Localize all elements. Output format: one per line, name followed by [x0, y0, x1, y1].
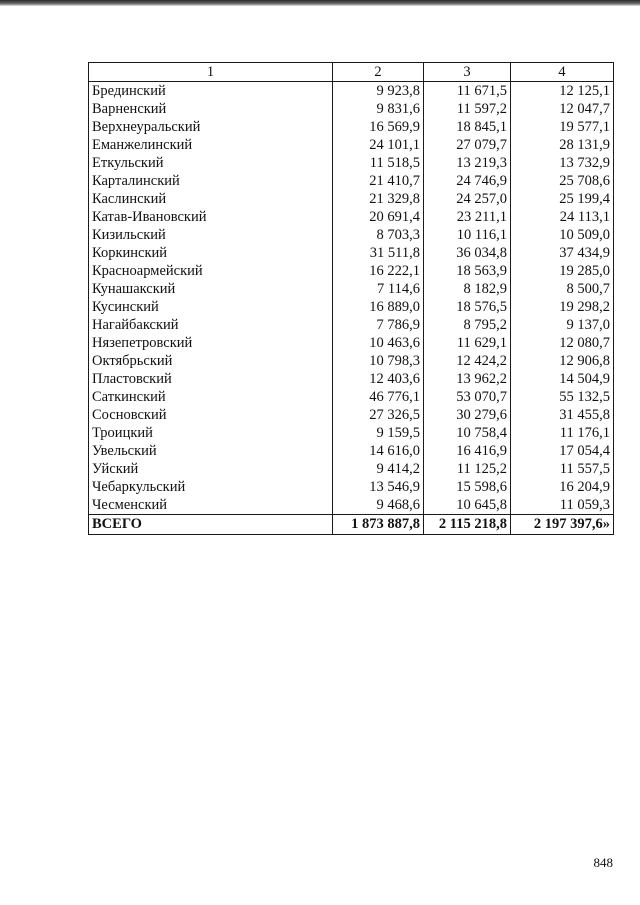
value-col-3: 10 758,4	[424, 424, 511, 442]
table-row	[89, 442, 614, 460]
district-name: Увельский	[89, 442, 333, 460]
value-col-3: 8 182,9	[424, 280, 511, 298]
table-row	[89, 316, 614, 334]
table-row	[89, 172, 614, 190]
table-body	[89, 82, 614, 515]
value-col-4: 12 906,8	[511, 352, 614, 370]
value-col-4: 12 125,1	[511, 82, 614, 101]
value-col-3: 13 219,3	[424, 154, 511, 172]
value-col-4: 19 285,0	[511, 262, 614, 280]
value-col-3: 18 563,9	[424, 262, 511, 280]
value-col-4: 24 113,1	[511, 208, 614, 226]
value-col-2: 14 616,0	[333, 442, 424, 460]
value-col-2: 20 691,4	[333, 208, 424, 226]
value-col-2: 24 101,1	[333, 136, 424, 154]
district-name: Уйский	[89, 460, 333, 478]
value-col-2: 21 329,8	[333, 190, 424, 208]
table-row	[89, 154, 614, 172]
value-col-3: 11 629,1	[424, 334, 511, 352]
value-col-2: 21 410,7	[333, 172, 424, 190]
table-row	[89, 478, 614, 496]
value-col-2: 46 776,1	[333, 388, 424, 406]
table-row	[89, 352, 614, 370]
value-col-3: 13 962,2	[424, 370, 511, 388]
table-row	[89, 226, 614, 244]
district-name: Катав-Ивановский	[89, 208, 333, 226]
table-row	[89, 424, 614, 442]
value-col-4: 12 047,7	[511, 100, 614, 118]
table-row	[89, 334, 614, 352]
value-col-2: 9 831,6	[333, 100, 424, 118]
district-name: Карталинский	[89, 172, 333, 190]
district-name: Кизильский	[89, 226, 333, 244]
column-header-2: 2	[333, 63, 424, 82]
value-col-2: 13 546,9	[333, 478, 424, 496]
value-col-4: 19 577,1	[511, 118, 614, 136]
district-name: Еткульский	[89, 154, 333, 172]
table-row	[89, 298, 614, 316]
district-name: Брединский	[89, 82, 333, 101]
district-name: Каслинский	[89, 190, 333, 208]
value-col-4: 13 732,9	[511, 154, 614, 172]
value-col-2: 9 923,8	[333, 82, 424, 101]
district-name: Нязепетровский	[89, 334, 333, 352]
value-col-2: 31 511,8	[333, 244, 424, 262]
district-name: Коркинский	[89, 244, 333, 262]
value-col-2: 7 786,9	[333, 316, 424, 334]
table-row	[89, 370, 614, 388]
value-col-3: 11 597,2	[424, 100, 511, 118]
district-name: Варненский	[89, 100, 333, 118]
column-header-1: 1	[89, 63, 333, 82]
total-value-col-3: 2 115 218,8	[424, 515, 511, 535]
value-col-3: 23 211,1	[424, 208, 511, 226]
value-col-3: 8 795,2	[424, 316, 511, 334]
column-header-4: 4	[511, 63, 614, 82]
district-name: Красноармейский	[89, 262, 333, 280]
district-name: Чебаркульский	[89, 478, 333, 496]
district-name: Троицкий	[89, 424, 333, 442]
value-col-2: 8 703,3	[333, 226, 424, 244]
district-name: Кунашакский	[89, 280, 333, 298]
value-col-3: 24 746,9	[424, 172, 511, 190]
budget-table	[88, 62, 614, 535]
value-col-4: 31 455,8	[511, 406, 614, 424]
value-col-4: 16 204,9	[511, 478, 614, 496]
district-name: Чесменский	[89, 496, 333, 515]
value-col-3: 18 845,1	[424, 118, 511, 136]
value-col-4: 11 059,3	[511, 496, 614, 515]
page-number: 848	[593, 855, 613, 870]
value-col-2: 11 518,5	[333, 154, 424, 172]
table-row	[89, 388, 614, 406]
value-col-3: 36 034,8	[424, 244, 511, 262]
value-col-4: 28 131,9	[511, 136, 614, 154]
value-col-2: 16 569,9	[333, 118, 424, 136]
district-name: Пластовский	[89, 370, 333, 388]
value-col-3: 18 576,5	[424, 298, 511, 316]
value-col-4: 25 199,4	[511, 190, 614, 208]
value-col-4: 14 504,9	[511, 370, 614, 388]
district-name: Нагайбакский	[89, 316, 333, 334]
value-col-4: 55 132,5	[511, 388, 614, 406]
value-col-3: 24 257,0	[424, 190, 511, 208]
value-col-3: 30 279,6	[424, 406, 511, 424]
value-col-3: 12 424,2	[424, 352, 511, 370]
district-name: Верхнеуральский	[89, 118, 333, 136]
district-name: Еманжелинский	[89, 136, 333, 154]
table-row	[89, 100, 614, 118]
district-name: Сосновский	[89, 406, 333, 424]
value-col-4: 12 080,7	[511, 334, 614, 352]
total-value-col-2: 1 873 887,8	[333, 515, 424, 535]
value-col-2: 10 463,6	[333, 334, 424, 352]
column-header-3: 3	[424, 63, 511, 82]
value-col-2: 16 889,0	[333, 298, 424, 316]
value-col-4: 8 500,7	[511, 280, 614, 298]
table-row	[89, 118, 614, 136]
table-row	[89, 82, 614, 101]
value-col-3: 53 070,7	[424, 388, 511, 406]
value-col-4: 17 054,4	[511, 442, 614, 460]
page-top-edge	[0, 0, 640, 6]
table-row	[89, 244, 614, 262]
value-col-3: 11 125,2	[424, 460, 511, 478]
value-col-2: 7 114,6	[333, 280, 424, 298]
value-col-4: 11 176,1	[511, 424, 614, 442]
total-label: ВСЕГО	[89, 515, 333, 535]
district-name: Октябрьский	[89, 352, 333, 370]
value-col-3: 10 645,8	[424, 496, 511, 515]
district-name: Кусинский	[89, 298, 333, 316]
header-row	[89, 63, 614, 82]
table-row	[89, 460, 614, 478]
value-col-3: 27 079,7	[424, 136, 511, 154]
table-row	[89, 280, 614, 298]
value-col-4: 9 137,0	[511, 316, 614, 334]
table-row	[89, 406, 614, 424]
value-col-4: 10 509,0	[511, 226, 614, 244]
total-value-col-4: 2 197 397,6»	[511, 515, 614, 535]
value-col-3: 16 416,9	[424, 442, 511, 460]
value-col-4: 19 298,2	[511, 298, 614, 316]
value-col-3: 10 116,1	[424, 226, 511, 244]
table-row	[89, 208, 614, 226]
value-col-2: 9 159,5	[333, 424, 424, 442]
value-col-2: 9 414,2	[333, 460, 424, 478]
value-col-2: 16 222,1	[333, 262, 424, 280]
total-row	[89, 515, 614, 535]
value-col-4: 37 434,9	[511, 244, 614, 262]
table-row	[89, 190, 614, 208]
table-row	[89, 136, 614, 154]
value-col-3: 11 671,5	[424, 82, 511, 101]
value-col-2: 12 403,6	[333, 370, 424, 388]
value-col-3: 15 598,6	[424, 478, 511, 496]
value-col-2: 27 326,5	[333, 406, 424, 424]
value-col-4: 11 557,5	[511, 460, 614, 478]
value-col-4: 25 708,6	[511, 172, 614, 190]
district-name: Саткинский	[89, 388, 333, 406]
table-row	[89, 496, 614, 515]
table-row	[89, 262, 614, 280]
value-col-2: 10 798,3	[333, 352, 424, 370]
value-col-2: 9 468,6	[333, 496, 424, 515]
